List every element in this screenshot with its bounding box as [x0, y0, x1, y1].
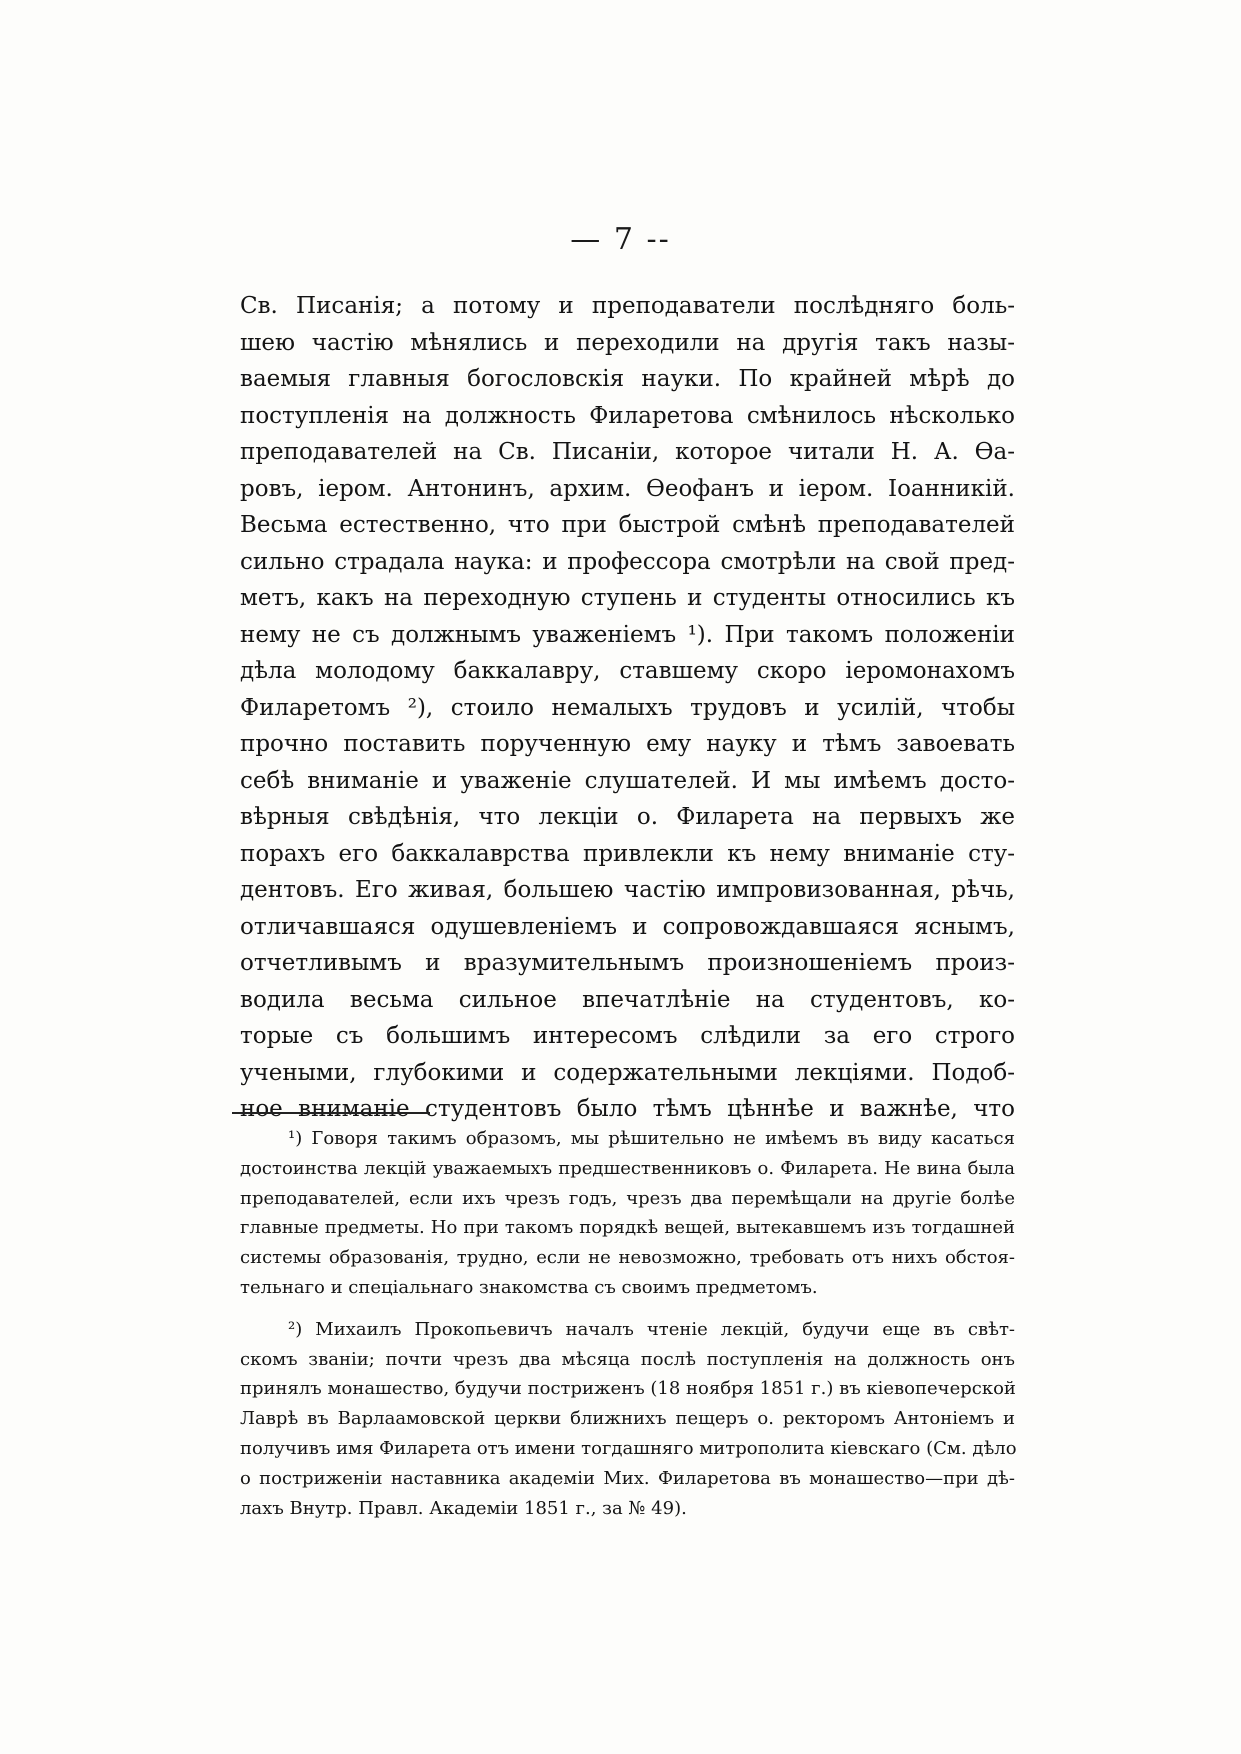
footnote-line: системы образованія, трудно, если не невозможно, требовать отъ нихъ обстоя- [240, 1247, 1015, 1269]
footnote-line: ¹) Говоря такимъ образомъ, мы рѣшительно не имѣемъ въ виду касаться [288, 1128, 1015, 1149]
body-line: Св. Писанія; а потому и преподаватели послѣдняго боль- [240, 293, 1015, 319]
body-line: себѣ вниманіе и уваженіе слушателей. И мы имѣемъ досто- [240, 767, 1015, 794]
body-line: порахъ его баккалаврства привлекли къ нему вниманіе сту- [240, 840, 1015, 867]
body-line: дентовъ. Его живая, большею частію импровизованная, рѣчь, [240, 877, 1015, 903]
footnote-line: ²) Михаилъ Прокопьевичъ началъ чтеніе лекцій, будучи еще въ свѣт- [288, 1318, 1015, 1340]
footnote-line: главные предметы. Но при такомъ порядкѣ вещей, вытекавшемъ изъ тогдашней [240, 1217, 1015, 1239]
body-line: учеными, глубокими и содержательными лекціями. Подоб- [240, 1059, 1015, 1086]
body-line: отличавшаяся одушевленіемъ и сопровождавшаяся яснымъ, [240, 913, 1015, 940]
body-line: ваемыя главныя богословскія науки. По крайней мѣрѣ до [240, 366, 1015, 392]
footnotes [240, 1124, 1015, 1523]
footnote-line: преподавателей, если ихъ чрезъ годъ, чрезъ два перемѣщали на другіе болѣе [240, 1187, 1015, 1209]
footnote-line: лахъ Внутр. Правл. Академіи 1851 г., за № 49). [240, 1497, 687, 1519]
body-text [240, 288, 1015, 1128]
body-line: дѣла молодому баккалавру, ставшему скоро іеромонахомъ [240, 658, 1015, 684]
body-line: торые съ большимъ интересомъ слѣдили за его строго [240, 1023, 1015, 1049]
body-line: Весьма естественно, что при быстрой смѣнѣ преподавателей [240, 512, 1015, 538]
body-line: прочно поставить порученную ему науку и тѣмъ завоевать [240, 731, 1015, 757]
footnote-line: скомъ званіи; почти чрезъ два мѣсяца послѣ поступленія на должность онъ [240, 1348, 1015, 1370]
page-number: — 7 -- [570, 222, 671, 257]
body-line: преподавателей на Св. Писаніи, которое читали Н. А. Ѳа- [240, 439, 1015, 465]
body-line: сильно страдала наука: и профессора смотрѣли на свой пред- [240, 548, 1015, 575]
body-line: ное вниманіе студентовъ было тѣмъ цѣннѣе и важнѣе, что [240, 1096, 1015, 1122]
footnote-line: Лаврѣ въ Варлаамовской церкви ближнихъ пещеръ о. ректоромъ Антоніемъ и [240, 1408, 1015, 1430]
body-line: водила весьма сильное впечатлѣніе на студентовъ, ко- [240, 986, 1015, 1013]
footnote-line: получивъ имя Филарета отъ имени тогдашняго митрополита кіевскаго (См. дѣло [240, 1437, 1017, 1459]
footnote-line: принялъ монашество, будучи постриженъ (18 ноября 1851 г.) въ кіевопечерской [240, 1378, 1016, 1400]
body-line: поступленія на должность Филаретова смѣнилось нѣсколько [240, 402, 1015, 429]
footnote-2 [240, 1315, 1015, 1524]
footnote-line: достоинства лекцій уважаемыхъ предшественниковъ о. Филарета. Не вина была [240, 1157, 1015, 1179]
body-line: шею частію мѣнялись и переходили на другія такъ назы- [240, 329, 1015, 356]
body-line: метъ, какъ на переходную ступень и студенты относились къ [240, 585, 1015, 611]
footnote-line: о постриженіи наставника академіи Мих. Филаретова въ монашество—при дѣ- [240, 1467, 1015, 1489]
footnote-separator [232, 1112, 430, 1114]
body-line: Филаретомъ ²), стоило немалыхъ трудовъ и усилій, чтобы [240, 694, 1015, 721]
footnote-line: тельнаго и спеціальнаго знакомства съ своимъ предметомъ. [240, 1276, 818, 1298]
body-line: вѣрныя свѣдѣнія, что лекціи о. Филарета на первыхъ же [240, 804, 1015, 830]
body-line: ровъ, іером. Антонинъ, архим. Ѳеофанъ и іером. Іоанникій. [240, 475, 1015, 502]
body-line: нему не съ должнымъ уваженіемъ ¹). При такомъ положеніи [240, 621, 1015, 648]
body-line: отчетливымъ и вразумительнымъ произношеніемъ произ- [240, 950, 1015, 976]
footnote-1 [240, 1124, 1015, 1303]
